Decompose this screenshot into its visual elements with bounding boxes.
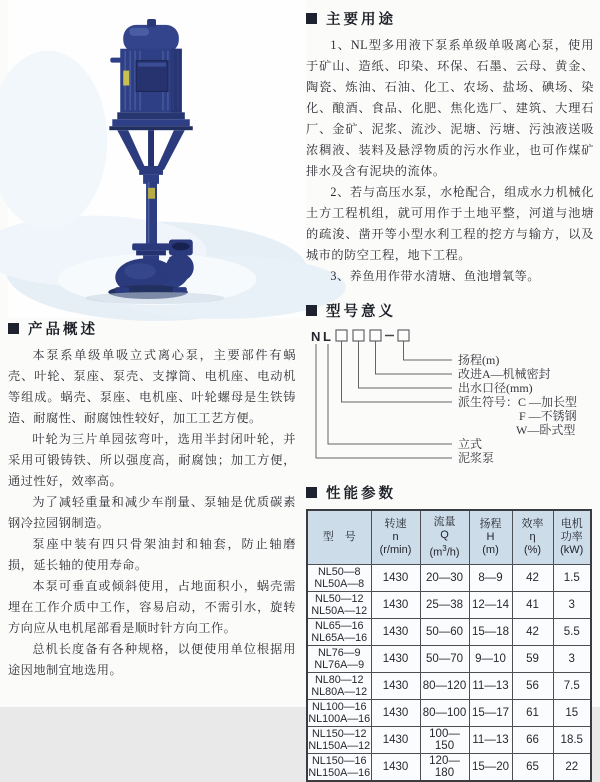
flow-cell: 20—30 (420, 565, 469, 592)
header-speed: 转速 n (r/min) (371, 510, 420, 565)
speed-cell: 1430 (371, 565, 420, 592)
uses-section-header (306, 8, 594, 29)
table-row (307, 700, 591, 727)
section-marker-icon (8, 323, 19, 334)
power-cell: 15 (553, 700, 591, 727)
model-cell: NL100—16 NL100A—16 (308, 700, 371, 725)
model-code-diagram (306, 327, 594, 478)
model-label-slurry: 泥浆泵 (458, 451, 495, 465)
speed-cell: 1430 (371, 754, 420, 782)
uses-paragraph: 3、养鱼用作带水清塘、鱼池增氧等。 (330, 269, 540, 283)
head-cell: 11—13 (469, 673, 512, 700)
head-cell: 15—17 (469, 700, 512, 727)
overview-paragraph: 叶轮为三片单园弦弯叶，选用半封闭叶轮，并采用可锻铸铁、所以强度高，耐腐蚀；加工方便，通过性好，效率高。 (8, 432, 296, 488)
overview-section-header (8, 318, 296, 339)
efficiency-cell: 65 (512, 754, 553, 782)
performance-table (306, 509, 592, 782)
header-head: 扬程 H (m) (469, 510, 512, 565)
model-box-derive (336, 330, 347, 341)
head-cell: 11—13 (469, 727, 512, 754)
model-title: 型号意义 (326, 304, 396, 320)
section-marker-icon (306, 13, 317, 24)
model-box-improve (370, 330, 381, 341)
head-cell: 8—9 (469, 565, 512, 592)
model-box-outlet (353, 330, 364, 341)
efficiency-cell: 41 (512, 592, 553, 619)
table-row (307, 592, 591, 619)
model-cell: NL50—8 NL50A—8 (307, 565, 371, 592)
power-cell: 3 (553, 646, 591, 673)
flow-cell: 100—150 (420, 727, 469, 754)
right-column (306, 8, 594, 782)
overview-paragraph: 为了减轻重量和减少车削量、泵轴是优质碳素钢冷拉园钢制造。 (8, 495, 296, 530)
pump-illustration (8, 0, 306, 318)
power-cell: 22 (553, 754, 591, 782)
model-label-vertical: 立式 (458, 437, 483, 451)
table-row (307, 565, 591, 592)
overview-paragraph: 本泵可垂直或倾斜使用，占地面积小，蜗壳需埋在工作介质中工作，容易启动，不需引水，旋转方向应从电机尾部看是顺时针方向工作。 (8, 579, 296, 635)
table-row (307, 673, 591, 700)
model-cell: NL150—12 NL150A—12 (308, 727, 371, 752)
section-marker-icon (306, 305, 317, 316)
section-marker-icon (306, 487, 317, 498)
flow-cell: 50—70 (420, 646, 469, 673)
head-cell: 15—20 (469, 754, 512, 782)
table-row (307, 727, 591, 754)
uses-paragraph: 1、NL型多用液下泵系单级单吸离心泵，使用于矿山、造纸、印染、环保、石墨、云母、黄金、陶瓷、炼油、石油、化工、农场、盐场、碘场、染化、酿酒、食品、化肥、焦化选厂、建筑、大理石厂、金矿、泥浆、流沙、泥塘、污塘、污浊液送吸浓稠液、装料及悬浮物质的污水作业，也可作煤矿排水及含有泥块的流体。 (306, 38, 594, 178)
power-cell: 18.5 (553, 727, 591, 754)
uses-title: 主要用途 (326, 12, 396, 28)
power-cell: 3 (553, 592, 591, 619)
table-header-row (307, 510, 591, 565)
overview-title: 产品概述 (28, 322, 98, 338)
performance-title: 性能参数 (326, 486, 396, 502)
model-label-derive: 派生符号：C —加长型 (458, 395, 578, 409)
model-cell: NL65—16 NL65A—16 (307, 619, 371, 646)
flow-cell: 50—60 (420, 619, 469, 646)
flow-cell: 80—120 (420, 673, 469, 700)
efficiency-cell: 56 (512, 673, 553, 700)
model-label-derive-f: F —不锈钢 (519, 409, 577, 423)
model-cell: NL80—12 NL80A—12 (307, 673, 371, 700)
flow-cell: 120—180 (420, 754, 469, 782)
speed-cell: 1430 (371, 592, 420, 619)
speed-cell: 1430 (371, 700, 420, 727)
efficiency-cell: 61 (512, 700, 553, 727)
model-label-derive-w: W—卧式型 (516, 423, 576, 437)
model-label-improve: 改进A—机械密封 (458, 367, 551, 381)
efficiency-cell: 42 (512, 619, 553, 646)
table-row (307, 646, 591, 673)
speed-cell: 1430 (371, 619, 420, 646)
power-cell: 7.5 (553, 673, 591, 700)
model-letter-n: N (311, 329, 321, 344)
head-cell: 15—18 (469, 619, 512, 646)
header-power: 电机 功率 (kW) (553, 510, 591, 565)
efficiency-cell: 66 (512, 727, 553, 754)
speed-cell: 1430 (371, 673, 420, 700)
model-cell: NL150—16 NL150A—16 (308, 754, 371, 779)
uses-paragraph: 2、若与高压水泵，水枪配合，组成水力机械化土方工程机组，就可用作于土地平整，河道与池塘的疏浚、凿开等小型水利工程的挖方与输方，以及城市的防空工程，地下工程。 (306, 185, 594, 262)
overview-paragraph: 泵座中装有四只骨架油封和轴套，防止轴磨损，延长轴的使用寿命。 (8, 537, 296, 572)
speed-cell: 1430 (371, 727, 420, 754)
head-cell: 9—10 (469, 646, 512, 673)
head-cell: 12—14 (469, 592, 512, 619)
model-letter-l: L (323, 329, 331, 344)
model-cell: NL50—12 NL50A—12 (307, 592, 371, 619)
header-flow: 流量 Q $(m^3/h)$ (420, 510, 469, 565)
power-cell: 5.5 (553, 619, 591, 646)
header-efficiency: 效率 η (%) (512, 510, 553, 565)
table-row (307, 619, 591, 646)
performance-section-header (306, 482, 594, 503)
flow-cell: 80—100 (420, 700, 469, 727)
speed-cell: 1430 (371, 646, 420, 673)
flow-cell: 25—38 (420, 592, 469, 619)
left-column (8, 0, 296, 681)
pump-photo (8, 0, 306, 318)
overview-paragraph: 本泵系单级单吸立式离心泵，主要部件有蜗壳、叶轮、泵座、泵壳、支撑筒、电机座、电动机等组成。蜗壳、泵座、电机座、叶轮螺母是生铁铸造、耐腐性、耐腐蚀性较好，加工工艺方便。 (8, 348, 296, 425)
table-row (307, 754, 591, 782)
overview-paragraph: 总机长度备有各种规格，以便使用单位根据用途因地制宜地选用。 (8, 642, 296, 677)
efficiency-cell: 42 (512, 565, 553, 592)
power-cell: 1.5 (553, 565, 591, 592)
model-section-header (306, 300, 594, 321)
model-box-head (398, 330, 409, 341)
model-label-head: 扬程(m) (458, 353, 500, 367)
model-cell: NL76—9 NL76A—9 (307, 646, 371, 673)
header-model: 型 号 (307, 510, 371, 565)
efficiency-cell: 59 (512, 646, 553, 673)
model-label-outlet: 出水口径(mm) (458, 381, 533, 395)
